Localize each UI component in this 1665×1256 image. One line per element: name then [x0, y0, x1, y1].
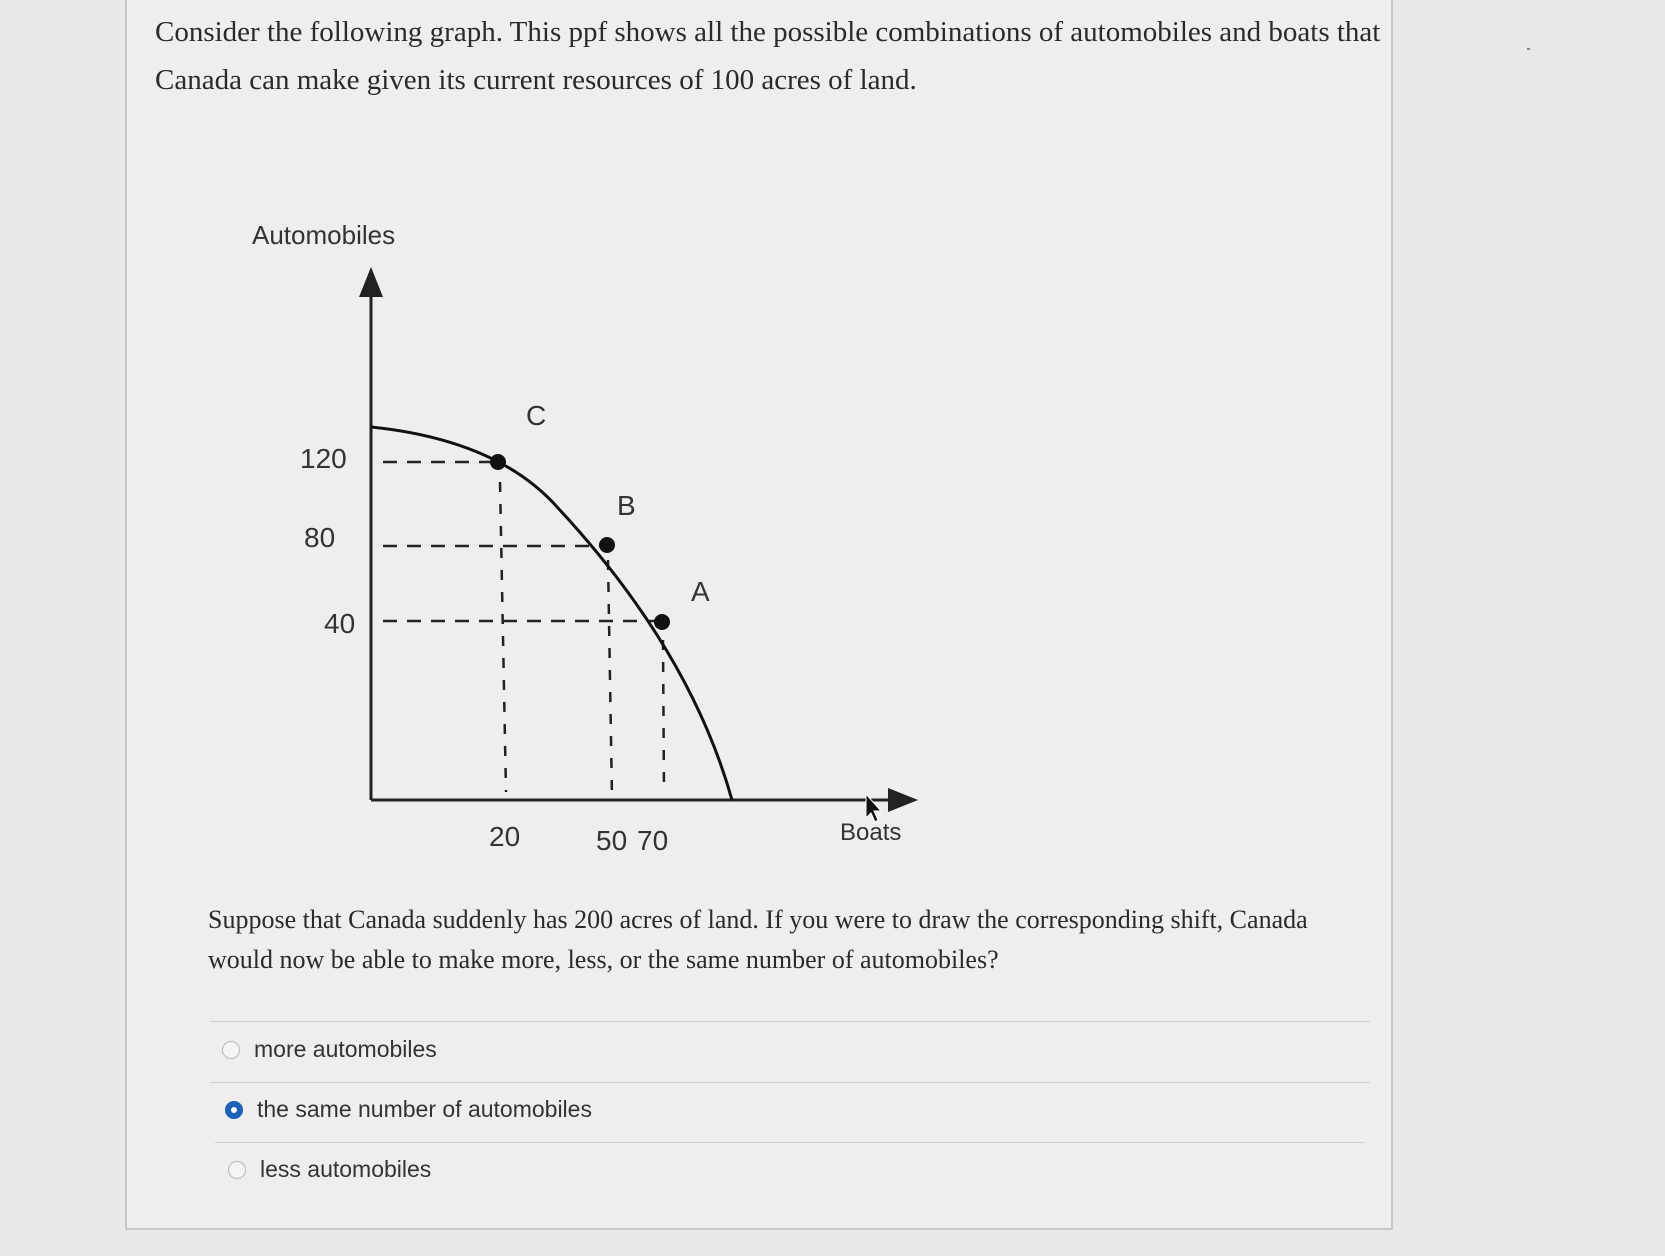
- point-c-label: C: [526, 400, 547, 431]
- option-label: more automobiles: [254, 1036, 437, 1062]
- x-tick-label: 70: [637, 825, 669, 856]
- divider: [210, 1082, 1370, 1083]
- option-label: less automobiles: [260, 1156, 432, 1182]
- option-less-automobiles[interactable]: [228, 1156, 431, 1183]
- y-tick-label: 80: [304, 522, 336, 553]
- guide-line-b-vertical: [608, 560, 612, 798]
- point-c-marker: [490, 454, 506, 470]
- y-tick-label: 120: [300, 443, 347, 474]
- option-same-number-of-automobiles[interactable]: [225, 1096, 592, 1123]
- radio-button[interactable]: [228, 1161, 246, 1179]
- question-intro: Consider the following graph. This ppf shows all the possible combinations of automobiles and boats that Canada can make given its current resources of 100 acres of land.: [155, 16, 1381, 96]
- x-tick-label: 50: [596, 825, 628, 856]
- x-tick-label: 20: [489, 821, 521, 852]
- option-label: the same number of automobiles: [257, 1096, 592, 1122]
- followup-question: Suppose that Canada suddenly has 200 acres of land. If you were to draw the corresponding shift, Canada would now be able to make more, less, or the same number of automobiles?: [208, 905, 1308, 974]
- point-a-label: A: [691, 576, 710, 607]
- point-b-label: B: [617, 490, 636, 521]
- x-axis-label: Boats: [840, 819, 902, 846]
- collapse-mark: [1527, 48, 1530, 50]
- ppf-curve: [371, 427, 732, 800]
- mouse-cursor-icon: [866, 794, 881, 822]
- divider: [215, 1142, 1365, 1143]
- guide-line-c-vertical: [500, 482, 506, 792]
- y-axis-label: Automobiles: [252, 220, 396, 250]
- y-tick-label: 40: [324, 608, 356, 639]
- point-b-marker: [599, 537, 615, 553]
- radio-button[interactable]: [222, 1041, 240, 1059]
- option-more-automobiles[interactable]: [222, 1036, 437, 1063]
- radio-button-selected[interactable]: [225, 1101, 243, 1119]
- point-a-marker: [654, 614, 670, 630]
- divider: [210, 1021, 1370, 1022]
- guide-line-a-vertical: [663, 640, 664, 792]
